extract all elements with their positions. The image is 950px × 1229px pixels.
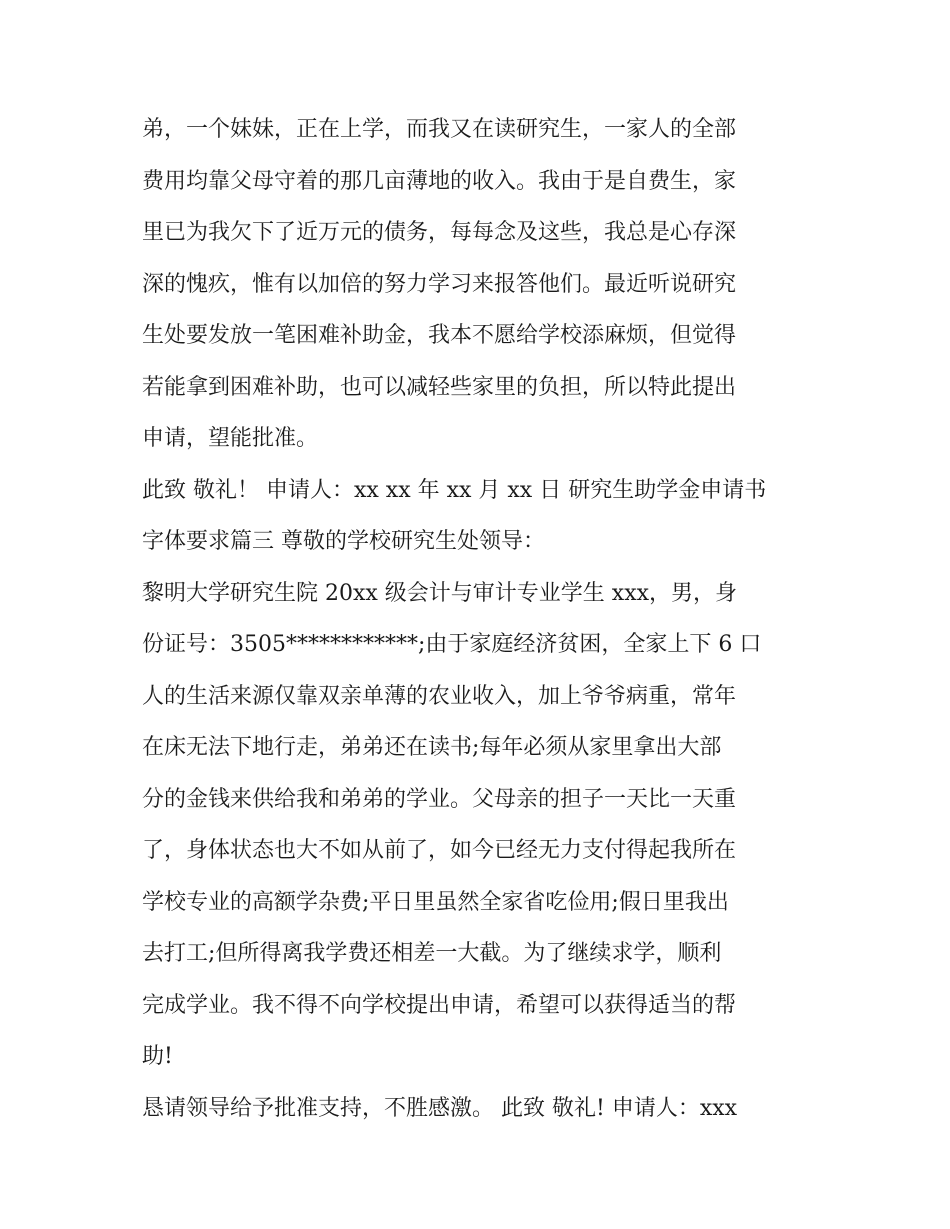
text-line: 此致 敬礼！ 申请人：xx xx 年 xx 月 xx 日 研究生助学金申请书 <box>142 477 767 503</box>
text-line: 里已为我欠下了近万元的债务，每每念及这些，我总是心存深 <box>142 220 737 245</box>
document-body <box>142 104 812 1134</box>
text-line: 份证号：3505************;由于家庭经济贫困，全家上下 6 口 <box>142 632 762 657</box>
text-line: 深的愧疚，惟有以加倍的努力学习来报答他们。最近听说研究 <box>142 271 737 297</box>
text-line: 人的生活来源仅靠双亲单薄的农业收入，加上爷爷病重，常年 <box>142 683 737 709</box>
text-line: 恳请领导给予批准支持，不胜感激。 此致 敬礼! 申请人：xxx <box>142 1095 738 1121</box>
text-line: 学校专业的高额学杂费;平日里虽然全家省吃俭用;假日里我出 <box>142 889 729 915</box>
text-line: 弟，一个妹妹，正在上学，而我又在读研究生，一家人的全部 <box>142 117 737 142</box>
text-line: 字体要求篇三 尊敬的学校研究生处领导： <box>142 529 545 554</box>
text-line: 完成学业。我不得不向学校提出申请，希望可以获得适当的帮 <box>142 992 737 1018</box>
text-line: 去打工;但所得离我学费还相差一大截。为了继续求学，顺利 <box>142 941 722 966</box>
text-line: 申请，望能批准。 <box>142 426 319 451</box>
text-line: 分的金钱来供给我和弟弟的学业。父母亲的担子一天比一天重 <box>142 786 737 812</box>
text-line: 若能拿到困难补助，也可以减轻些家里的负担，所以特此提出 <box>142 374 737 400</box>
text-line: 了，身体状态也大不如从前了，如今已经无力支付得起我所在 <box>142 838 737 863</box>
text-line: 费用均靠父母守着的那几亩薄地的收入。我由于是自费生，家 <box>142 168 737 194</box>
text-line: 生处要发放一笔困难补助金，我本不愿给学校添麻烦，但觉得 <box>142 323 737 348</box>
text-line: 在床无法下地行走，弟弟还在读书;每年必须从家里拿出大部 <box>142 735 722 760</box>
text-line: 黎明大学研究生院 20xx 级会计与审计专业学生 xxx，男，身 <box>142 580 738 606</box>
text-line: 助! <box>142 1044 173 1069</box>
